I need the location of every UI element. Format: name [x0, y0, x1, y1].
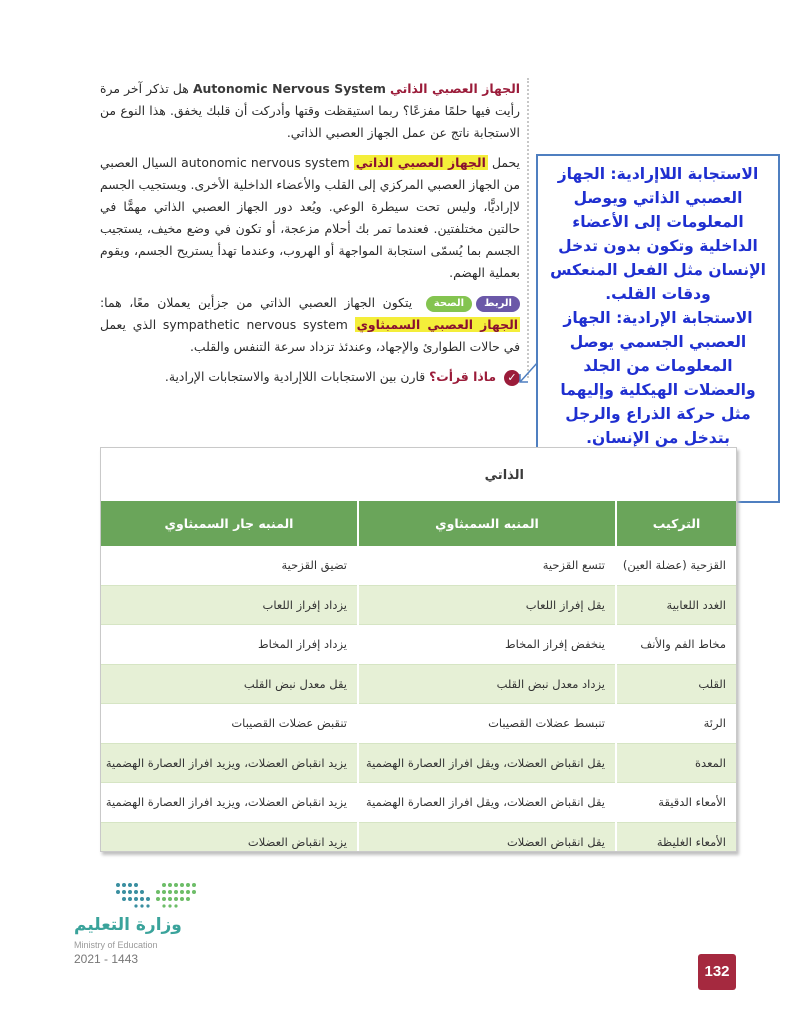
table-cell: تنقبض عضلات القصيبات: [101, 704, 358, 744]
reading-check-text: قارن بين الاستجابات اللاإرادية والاستجابات الإرادية.: [164, 369, 426, 384]
table-cell: ينخفض إفراز المخاط: [358, 625, 616, 665]
tag-link[interactable]: الربط: [476, 296, 520, 312]
table-cell: تضيق القزحية: [101, 546, 358, 585]
table-cell: يزيد انقباض العضلات، ويزيد افراز العصارة الهضمية: [101, 783, 358, 823]
paragraph-sympathetic: [100, 292, 520, 358]
table-row: [101, 664, 736, 704]
table-cell: تنبسط عضلات القصيبات: [358, 704, 616, 744]
table-cell: الغدد اللعابية: [616, 585, 736, 625]
table-row: [101, 625, 736, 665]
table-cell: يزيد انقباض العضلات، ويزيد افراز العصارة الهضمية: [101, 743, 358, 783]
para2-text: السيال العصبي من الجهاز العصبي المركزي إلى القلب والأعضاء الداخلية الأخرى. ويستجيب الجسم لاإراديًّا، وليس تحت سيطرة الوعي. ويُعد دور الجهاز العصبي الذاتي مهمًّا في حالتين مختلفتين. فعندما تمر بك أحلام مزعجة، أو تكون في وضع مخيف، يستجيب الجسم بما يُسمّى استجابة المواجهة أو الهروب، وعندما تهدأ يستريح الجسم، ويقوم بعملية الهضم.: [100, 155, 520, 280]
checkmark-icon: ✓: [504, 370, 520, 386]
section-title-ar: الجهاز العصبي الذاتي: [390, 81, 520, 96]
table-cell: تتسع القزحية: [358, 546, 616, 585]
table-cell: القلب: [616, 664, 736, 704]
table-cell: مخاط الفم والأنف: [616, 625, 736, 665]
table-row: [101, 546, 736, 585]
table-cell: الأمعاء الغليظة: [616, 822, 736, 852]
table-cell: القزحية (عضلة العين): [616, 546, 736, 585]
table-cell: يزداد معدل نبض القلب: [358, 664, 616, 704]
ministry-logo: [74, 877, 224, 967]
annotation-voluntary: الاستجابة الإرادية: الجهاز العصبي الجسمي يوصل المعلومات من الجلد والعضلات الهيكلية وإليهما مثل حركة الذراع والرجل بتدخل من الإنسان.: [560, 309, 756, 447]
table-cell: يقل معدل نبض القلب: [101, 664, 358, 704]
table-cell: يزيد انقباض العضلات: [101, 822, 358, 852]
para3-lead: يتكون الجهاز العصبي الذاتي من جزأين يعملان معًا، هما:: [100, 295, 413, 310]
table-header-row: [101, 501, 736, 546]
table-cell: المعدة: [616, 743, 736, 783]
page-number-badge: 132: [698, 954, 736, 990]
data-table: [101, 501, 736, 852]
header-structure: التركيب: [616, 501, 736, 546]
para3-text: الذي يعمل في حالات الطوارئ والإجهاد، وعندئذ تزداد سرعة التنفس والقلب.: [100, 317, 520, 354]
tag-row: [426, 296, 520, 312]
table-row: [101, 783, 736, 823]
term-en-sympathetic: sympathetic nervous system: [162, 317, 348, 332]
academic-year: 2021 - 1443: [74, 952, 139, 966]
term-en-autonomic: autonomic nervous system: [181, 155, 350, 170]
header-parasympathetic: المنبه جار السمبثاوي: [101, 501, 358, 546]
ministry-name-ar: وزارة التعليم: [74, 915, 182, 935]
table-row: [101, 704, 736, 744]
para2-lead: يحمل: [491, 155, 520, 170]
article-text: [100, 78, 520, 396]
paragraph-autonomic: [100, 152, 520, 284]
intro-paragraph: [100, 78, 520, 144]
highlight-autonomic: الجهاز العصبي الذاتي: [355, 155, 486, 170]
intro-text: هل تذكر آخر مرة رأيت فيها حلمًا مفزعًا؟ ربما استيقظت وقتها وأدركت أن قلبك يخفق. هذا النوع من الاستجابة ناتج عن عمل الجهاز العصبي الذاتي.: [100, 81, 520, 140]
table-caption: الذاتي: [484, 468, 524, 483]
ministry-name-en: Ministry of Education: [74, 940, 158, 950]
table-cell: يزداد إفراز المخاط: [101, 625, 358, 665]
reading-check-label: ماذا قرأت؟: [429, 369, 497, 384]
highlight-sympathetic: الجهاز العصبي السمبثاوي: [356, 317, 518, 332]
column-divider: [527, 78, 529, 378]
table-row: [101, 585, 736, 625]
table-cell: يقل انقباض العضلات، ويقل افراز العصارة الهضمية: [358, 783, 616, 823]
ministry-logo-icon: [112, 877, 208, 913]
section-title-en: Autonomic Nervous System: [192, 81, 386, 96]
table-cell: يقل انقباض العضلات، ويقل افراز العصارة الهضمية: [358, 743, 616, 783]
annotation-involuntary: الاستجابة اللاإرادية: الجهاز العصبي الذاتي ويوصل المعلومات إلى الأعضاء الداخلية وتكون بدون تدخل الإنسان مثل الفعل المنعكس ودقات القلب.: [550, 165, 766, 303]
tag-health[interactable]: الصحة: [426, 296, 472, 312]
table-cell: يقل انقباض العضلات: [358, 822, 616, 852]
comparison-table: [100, 447, 737, 852]
reading-check: [100, 366, 520, 388]
table-cell: يزداد إفراز اللعاب: [101, 585, 358, 625]
table-cell: يقل إفراز اللعاب: [358, 585, 616, 625]
table-cell: الأمعاء الدقيقة: [616, 783, 736, 823]
table-row: [101, 743, 736, 783]
table-row: [101, 822, 736, 852]
table-cell: الرئة: [616, 704, 736, 744]
header-sympathetic: المنبه السمبثاوي: [358, 501, 616, 546]
